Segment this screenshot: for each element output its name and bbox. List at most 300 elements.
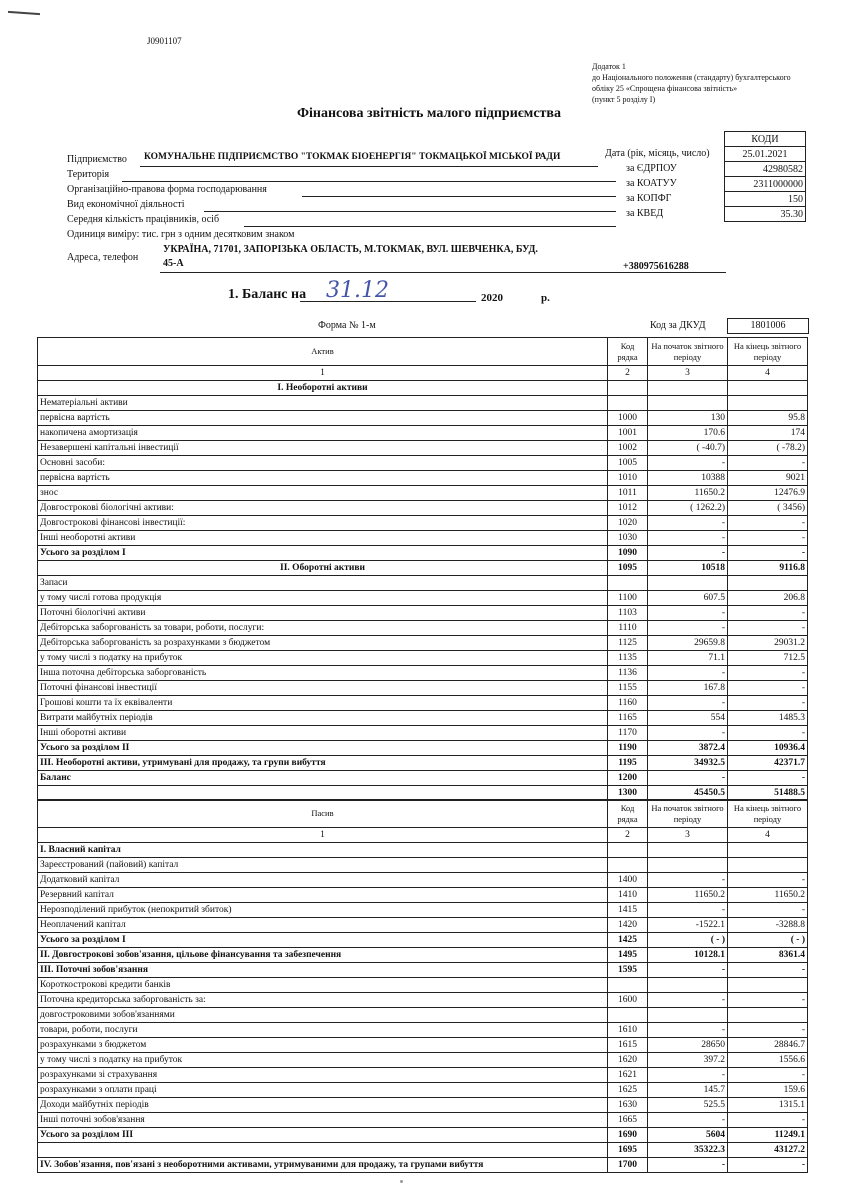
row-label: Грошові кошти та їх еквіваленти — [38, 696, 608, 711]
row-start: 10128.1 — [648, 948, 728, 963]
row-start: 10388 — [648, 471, 728, 486]
liabilities-colnum: 3 — [648, 828, 728, 843]
row-code: 1100 — [608, 591, 648, 606]
row-start: - — [648, 516, 728, 531]
employees-label: Середня кількість працівників, осіб — [67, 214, 220, 225]
legal-form-underline — [302, 196, 616, 197]
row-end — [728, 858, 808, 873]
row-start: - — [648, 606, 728, 621]
table-row — [38, 948, 808, 963]
row-label: Незавершені капітальні інвестиції — [38, 441, 608, 456]
table-row — [38, 591, 808, 606]
row-start: - — [648, 1023, 728, 1038]
row-code — [608, 1008, 648, 1023]
table-row — [38, 993, 808, 1008]
row-start: - — [648, 993, 728, 1008]
row-code: 1495 — [608, 948, 648, 963]
row-code: 1136 — [608, 666, 648, 681]
row-end: 95.8 — [728, 411, 808, 426]
row-start: - — [648, 771, 728, 786]
row-end: 9021 — [728, 471, 808, 486]
row-code — [608, 858, 648, 873]
row-end: 11650.2 — [728, 888, 808, 903]
row-end: 11249.1 — [728, 1128, 808, 1143]
row-end: - — [728, 1068, 808, 1083]
row-label: у тому числі з податку на прибуток — [38, 1053, 608, 1068]
table-row — [38, 621, 808, 636]
row-end: 42371.7 — [728, 756, 808, 771]
row-end: - — [728, 606, 808, 621]
row-code — [608, 396, 648, 411]
codes-heading: КОДИ — [725, 132, 806, 147]
row-code: 1030 — [608, 531, 648, 546]
row-end — [728, 978, 808, 993]
edrpou-label: за ЄДРПОУ — [626, 163, 677, 174]
row-label: Доходи майбутніх періодів — [38, 1098, 608, 1113]
row-label: I. Необоротні активи — [38, 381, 608, 396]
row-code: 1400 — [608, 873, 648, 888]
enterprise-value: КОМУНАЛЬНЕ ПІДПРИЄМСТВО "ТОКМАК БІОЕНЕРГІЯ" ТОКМАЦЬКОЇ МІСЬКОЇ РАДИ — [144, 152, 561, 162]
row-end — [728, 381, 808, 396]
row-label: знос — [38, 486, 608, 501]
row-label: Усього за розділом І — [38, 546, 608, 561]
row-label: Поточні біологічні активи — [38, 606, 608, 621]
scan-mark — [8, 11, 40, 15]
row-start: - — [648, 666, 728, 681]
row-code: 1103 — [608, 606, 648, 621]
row-code: 1665 — [608, 1113, 648, 1128]
table-row — [38, 666, 808, 681]
row-end: - — [728, 666, 808, 681]
row-label: II. Оборотні активи — [38, 561, 608, 576]
row-start: 170.6 — [648, 426, 728, 441]
row-code: 1090 — [608, 546, 648, 561]
row-end: - — [728, 1158, 808, 1173]
row-start: 35322.3 — [648, 1143, 728, 1158]
row-end: 43127.2 — [728, 1143, 808, 1158]
row-start — [648, 858, 728, 873]
row-end: 1556.6 — [728, 1053, 808, 1068]
row-code: 1001 — [608, 426, 648, 441]
row-label: товари, роботи, послуги — [38, 1023, 608, 1038]
row-label: IV. Зобов'язання, пов'язані з необоротними активами, утримуваними для продажу, та групами вибуття — [38, 1158, 608, 1173]
row-end: - — [728, 873, 808, 888]
row-code: 1110 — [608, 621, 648, 636]
row-code: 1012 — [608, 501, 648, 516]
enterprise-underline — [140, 166, 598, 167]
row-end: - — [728, 681, 808, 696]
row-code — [608, 978, 648, 993]
table-row — [38, 963, 808, 978]
row-end — [728, 843, 808, 858]
row-code: 1621 — [608, 1068, 648, 1083]
table-row — [38, 711, 808, 726]
row-start: - — [648, 696, 728, 711]
table-row — [38, 1098, 808, 1113]
table-row — [38, 933, 808, 948]
table-row — [38, 978, 808, 993]
row-end: - — [728, 903, 808, 918]
row-start — [648, 978, 728, 993]
scan-dot — [400, 1180, 403, 1183]
dkud-value: 1801006 — [727, 318, 809, 334]
row-code: 1300 — [608, 786, 648, 801]
assets-table — [37, 337, 808, 801]
row-label: розрахунками з оплати праці — [38, 1083, 608, 1098]
table-row — [38, 771, 808, 786]
row-code: 1010 — [608, 471, 648, 486]
table-row — [38, 1128, 808, 1143]
balance-title: 1. Баланс на — [228, 287, 307, 302]
assets-header-col: На кінець звітного періоду — [728, 338, 808, 366]
assets-header-col: Актив — [38, 338, 608, 366]
row-code: 1002 — [608, 441, 648, 456]
table-row — [38, 456, 808, 471]
appendix-line: Додаток 1 — [592, 62, 626, 71]
row-end: - — [728, 456, 808, 471]
liabilities-header-col: Код рядка — [608, 800, 648, 828]
row-end: - — [728, 993, 808, 1008]
row-end: - — [728, 1023, 808, 1038]
row-code: 1410 — [608, 888, 648, 903]
row-end: ( - ) — [728, 933, 808, 948]
assets-colnum: 1 — [38, 366, 608, 381]
row-start: 71.1 — [648, 651, 728, 666]
row-start: - — [648, 546, 728, 561]
liabilities-header-col: Пасив — [38, 800, 608, 828]
row-label: первісна вартість — [38, 411, 608, 426]
date-value: 25.01.2021 — [725, 147, 806, 162]
row-label: у тому числі з податку на прибуток — [38, 651, 608, 666]
row-start: - — [648, 1068, 728, 1083]
row-start: 607.5 — [648, 591, 728, 606]
row-label: Інші оборотні активи — [38, 726, 608, 741]
table-row — [38, 1113, 808, 1128]
row-end: 1315.1 — [728, 1098, 808, 1113]
assets-colnum: 2 — [608, 366, 648, 381]
row-end: ( 3456) — [728, 501, 808, 516]
row-start: 145.7 — [648, 1083, 728, 1098]
row-label: Зареєстрований (пайовий) капітал — [38, 858, 608, 873]
row-start — [648, 1008, 728, 1023]
row-end: 159.6 — [728, 1083, 808, 1098]
row-code: 1415 — [608, 903, 648, 918]
row-code: 1600 — [608, 993, 648, 1008]
legal-form-label: Організаційно-правова форма господарювання — [67, 184, 267, 195]
row-code: 1165 — [608, 711, 648, 726]
row-start: - — [648, 531, 728, 546]
table-row — [38, 501, 808, 516]
row-label — [38, 1143, 608, 1158]
table-row — [38, 1083, 808, 1098]
row-start: 554 — [648, 711, 728, 726]
table-row — [38, 726, 808, 741]
table-row — [38, 546, 808, 561]
row-label: III. Необоротні активи, утримувані для продажу, та групи вибуття — [38, 756, 608, 771]
koatuu-label: за КОАТУУ — [626, 178, 677, 189]
row-label: Дебіторська заборгованість за розрахунками з бюджетом — [38, 636, 608, 651]
row-end: - — [728, 726, 808, 741]
appendix-line: до Національного положення (стандарту) бухгалтерського — [592, 73, 791, 82]
assets-colnum: 3 — [648, 366, 728, 381]
row-code — [608, 843, 648, 858]
liabilities-colnum: 2 — [608, 828, 648, 843]
row-end: - — [728, 1113, 808, 1128]
row-label: у тому числі готова продукція — [38, 591, 608, 606]
row-label: Додатковий капітал — [38, 873, 608, 888]
row-end: 28846.7 — [728, 1038, 808, 1053]
row-end: - — [728, 696, 808, 711]
row-label: Усього за розділом ІІІ — [38, 1128, 608, 1143]
balance-year-suffix: р. — [541, 292, 550, 304]
table-row — [38, 741, 808, 756]
row-label: довгостроковими зобов'язаннями — [38, 1008, 608, 1023]
row-label: Поточні фінансові інвестиції — [38, 681, 608, 696]
row-label: II. Довгострокові зобов'язання, цільове фінансування та забезпечення — [38, 948, 608, 963]
row-label: I. Власний капітал — [38, 843, 608, 858]
row-start: 11650.2 — [648, 888, 728, 903]
table-row — [38, 636, 808, 651]
address-line1: УКРАЇНА, 71701, ЗАПОРІЗЬКА ОБЛАСТЬ, М.ТОКМАК, ВУЛ. ШЕВЧЕНКА, БУД. — [163, 244, 538, 255]
table-row — [38, 1053, 808, 1068]
table-row — [38, 411, 808, 426]
row-label: накопичена амортизація — [38, 426, 608, 441]
row-code: 1625 — [608, 1083, 648, 1098]
row-code: 1000 — [608, 411, 648, 426]
row-end: ( -78.2) — [728, 441, 808, 456]
row-label: Усього за розділом ІІ — [38, 741, 608, 756]
table-row — [38, 858, 808, 873]
date-underline — [300, 301, 476, 302]
table-row — [38, 441, 808, 456]
row-label: Довгострокові біологічні активи: — [38, 501, 608, 516]
row-code: 1195 — [608, 756, 648, 771]
table-row — [38, 1023, 808, 1038]
row-code: 1695 — [608, 1143, 648, 1158]
row-code: 1190 — [608, 741, 648, 756]
row-label: розрахунками з бюджетом — [38, 1038, 608, 1053]
row-code: 1420 — [608, 918, 648, 933]
row-start: 45450.5 — [648, 786, 728, 801]
row-label: Витрати майбутніх періодів — [38, 711, 608, 726]
row-start: 525.5 — [648, 1098, 728, 1113]
row-label: Інша поточна дебіторська заборгованість — [38, 666, 608, 681]
table-row — [38, 903, 808, 918]
address-line2: 45-А — [163, 258, 184, 269]
enterprise-label: Підприємство — [67, 154, 127, 165]
table-row — [38, 381, 808, 396]
row-start: 167.8 — [648, 681, 728, 696]
row-end: 712.5 — [728, 651, 808, 666]
liabilities-table — [37, 799, 808, 1173]
appendix-note — [592, 61, 791, 105]
row-end: - — [728, 963, 808, 978]
row-code: 1615 — [608, 1038, 648, 1053]
table-row — [38, 606, 808, 621]
row-label: Неоплачений капітал — [38, 918, 608, 933]
row-end: 10936.4 — [728, 741, 808, 756]
row-end: - — [728, 621, 808, 636]
row-end: 174 — [728, 426, 808, 441]
row-end: 29031.2 — [728, 636, 808, 651]
row-code: 1425 — [608, 933, 648, 948]
table-row — [38, 651, 808, 666]
row-start: 3872.4 — [648, 741, 728, 756]
row-code: 1595 — [608, 963, 648, 978]
row-code: 1170 — [608, 726, 648, 741]
row-start: - — [648, 963, 728, 978]
row-start: - — [648, 621, 728, 636]
kopfg-value: 150 — [725, 192, 806, 207]
table-row — [38, 1158, 808, 1173]
row-label: Інші необоротні активи — [38, 531, 608, 546]
table-row — [38, 756, 808, 771]
row-start: - — [648, 903, 728, 918]
address-label: Адреса, телефон — [67, 252, 139, 263]
row-end — [728, 576, 808, 591]
row-start: 10518 — [648, 561, 728, 576]
row-label: Нерозподілений прибуток (непокритий збиток) — [38, 903, 608, 918]
row-code: 1011 — [608, 486, 648, 501]
row-label: Усього за розділом I — [38, 933, 608, 948]
table-row — [38, 888, 808, 903]
form-code: J0901107 — [147, 36, 182, 46]
row-start: - — [648, 1113, 728, 1128]
table-row — [38, 1038, 808, 1053]
activity-label: Вид економічної діяльності — [67, 199, 185, 210]
row-start: 397.2 — [648, 1053, 728, 1068]
row-code: 1135 — [608, 651, 648, 666]
liabilities-colnum: 1 — [38, 828, 608, 843]
row-start — [648, 396, 728, 411]
table-row — [38, 873, 808, 888]
form-number: Форма № 1-м — [318, 320, 376, 331]
row-code — [608, 576, 648, 591]
activity-underline — [204, 211, 616, 212]
row-code: 1005 — [608, 456, 648, 471]
row-code: 1020 — [608, 516, 648, 531]
row-start: 29659.8 — [648, 636, 728, 651]
liabilities-colnum: 4 — [728, 828, 808, 843]
appendix-line: (пункт 5 розділу І) — [592, 95, 656, 104]
row-end: - — [728, 531, 808, 546]
table-row — [38, 843, 808, 858]
table-row — [38, 681, 808, 696]
balance-year: 2020 — [481, 292, 503, 304]
table-row — [38, 486, 808, 501]
row-label: первісна вартість — [38, 471, 608, 486]
row-label: Баланс — [38, 771, 608, 786]
row-label: Короткострокові кредити банків — [38, 978, 608, 993]
row-start: -1522.1 — [648, 918, 728, 933]
row-start: - — [648, 456, 728, 471]
row-code — [608, 381, 648, 396]
kved-value: 35.30 — [725, 207, 806, 222]
row-start — [648, 576, 728, 591]
row-code: 1095 — [608, 561, 648, 576]
row-end: 12476.9 — [728, 486, 808, 501]
row-start: ( -40.7) — [648, 441, 728, 456]
row-end: - — [728, 516, 808, 531]
assets-colnum: 4 — [728, 366, 808, 381]
row-label: розрахунками зі страхування — [38, 1068, 608, 1083]
table-row — [38, 918, 808, 933]
row-end: -3288.8 — [728, 918, 808, 933]
row-end — [728, 396, 808, 411]
row-start: - — [648, 726, 728, 741]
row-label: Нематеріальні активи — [38, 396, 608, 411]
row-end: 8361.4 — [728, 948, 808, 963]
row-code: 1630 — [608, 1098, 648, 1113]
row-start: 130 — [648, 411, 728, 426]
row-code: 1155 — [608, 681, 648, 696]
row-code: 1700 — [608, 1158, 648, 1173]
row-code: 1160 — [608, 696, 648, 711]
row-label: Резервний капітал — [38, 888, 608, 903]
row-label: Основні засоби: — [38, 456, 608, 471]
row-start: 11650.2 — [648, 486, 728, 501]
row-start — [648, 843, 728, 858]
date-label: Дата (рік, місяць, число) — [605, 148, 710, 159]
row-end: 1485.3 — [728, 711, 808, 726]
table-row — [38, 1143, 808, 1158]
appendix-line: обліку 25 «Спрощена фінансова звітність» — [592, 84, 738, 93]
row-code: 1690 — [608, 1128, 648, 1143]
territory-label: Територія — [67, 169, 110, 180]
table-row — [38, 561, 808, 576]
row-start: 5604 — [648, 1128, 728, 1143]
dkud-label: Код за ДКУД — [650, 320, 706, 331]
row-label: III. Поточні зобов'язання — [38, 963, 608, 978]
assets-header-col: На початок звітного періоду — [648, 338, 728, 366]
phone-value: +380975616288 — [623, 261, 689, 272]
row-code: 1200 — [608, 771, 648, 786]
koatuu-value: 2311000000 — [725, 177, 806, 192]
row-start: 28650 — [648, 1038, 728, 1053]
kved-label: за КВЕД — [626, 208, 664, 219]
row-label: Дебіторська заборгованість за товари, роботи, послуги: — [38, 621, 608, 636]
row-end — [728, 1008, 808, 1023]
row-end: - — [728, 546, 808, 561]
employees-underline — [244, 226, 616, 227]
row-start: ( 1262.2) — [648, 501, 728, 516]
codes-table — [724, 131, 806, 222]
row-start — [648, 381, 728, 396]
row-code: 1620 — [608, 1053, 648, 1068]
row-label: Довгострокові фінансові інвестиції: — [38, 516, 608, 531]
document-title: Фінансова звітність малого підприємства — [297, 106, 561, 121]
liabilities-header-col: На початок звітного періоду — [648, 800, 728, 828]
row-start: 34932.5 — [648, 756, 728, 771]
row-label: Поточна кредиторська заборгованість за: — [38, 993, 608, 1008]
row-start: ( - ) — [648, 933, 728, 948]
kopfg-label: за КОПФГ — [626, 193, 672, 204]
table-row — [38, 396, 808, 411]
address-underline — [160, 272, 726, 273]
unit-label: Одиниця виміру: тис. грн з одним десятковим знаком — [67, 229, 295, 240]
edrpou-value: 42980582 — [725, 162, 806, 177]
table-row — [38, 426, 808, 441]
table-row — [38, 531, 808, 546]
row-end: - — [728, 771, 808, 786]
table-row — [38, 696, 808, 711]
row-code: 1610 — [608, 1023, 648, 1038]
row-start: - — [648, 873, 728, 888]
table-row — [38, 576, 808, 591]
territory-underline — [122, 181, 616, 182]
table-row — [38, 471, 808, 486]
row-end: 206.8 — [728, 591, 808, 606]
